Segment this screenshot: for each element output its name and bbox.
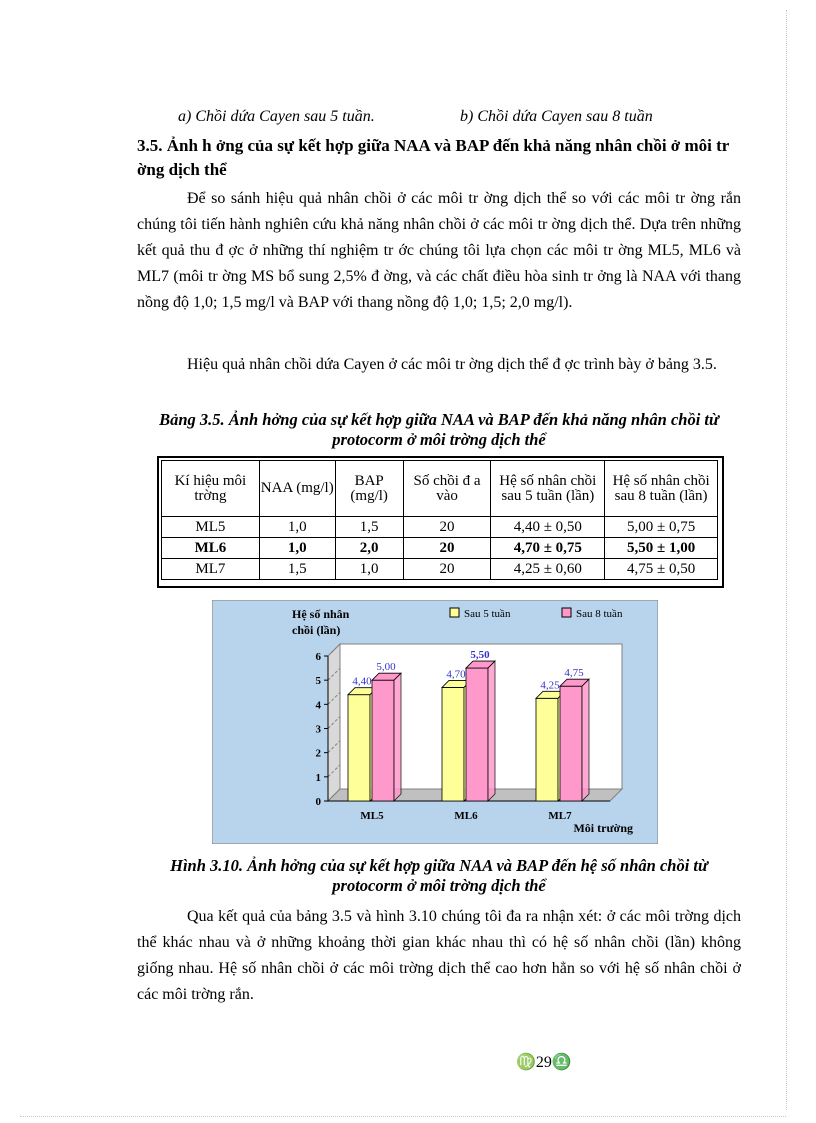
x-tick-label: ML7: [548, 810, 572, 822]
table-row: [162, 517, 718, 538]
data-label: 5,00: [376, 661, 396, 674]
table-cell: 1,0: [335, 559, 403, 580]
table-header-row: [162, 461, 718, 517]
table-header-cell: Hệ số nhân chồi sau 5 tuần (lần): [491, 461, 605, 517]
table-header-cell: BAP (mg/l): [335, 461, 403, 517]
table-header-cell: Số chồi đ a vào: [403, 461, 491, 517]
chart-side-wall: [328, 644, 340, 801]
table-cell: 1,5: [259, 559, 335, 580]
table-caption: Bảng 3.5. Ảnh hởng của sự kết hợp giữa NAA và BAP đến khả năng nhân chồi từ protocorm ở môi trờng dịch thể: [159, 410, 719, 449]
figure-caption: Hình 3.10. Ảnh hởng của sự kết hợp giữa NAA và BAP đến hệ số nhân chồi từ protocorm ở môi trờng dịch thể: [170, 856, 708, 895]
margin-guide-vertical: [786, 10, 787, 1110]
bar: [560, 686, 582, 801]
y-tick-label: 4: [315, 699, 321, 712]
table-cell: ML6: [162, 538, 260, 559]
data-label: 4,25: [540, 679, 560, 692]
table-header-cell: NAA (mg/l): [259, 461, 335, 517]
table-cell: 2,0: [335, 538, 403, 559]
results-table: [161, 460, 718, 580]
table-cell: ML5: [162, 517, 260, 538]
legend-swatch: [562, 608, 571, 617]
legend-swatch: [450, 608, 459, 617]
margin-guide-horizontal: [20, 1116, 786, 1117]
y-tick-label: 6: [315, 651, 321, 663]
bar-side: [582, 679, 589, 801]
table-cell: 5,00 ± 0,75: [605, 517, 718, 538]
y-tick-label: 2: [315, 747, 321, 760]
x-tick-label: ML6: [454, 810, 478, 822]
data-label: 4,70: [446, 668, 466, 681]
y-tick-label: 1: [315, 771, 321, 784]
table-cell: 20: [403, 538, 491, 559]
paragraph-2: [137, 352, 741, 378]
bar: [442, 687, 464, 801]
paragraph-2-text: Hiệu quả nhân chồi dứa Cayen ở các môi tr ờng dịch thể đ ợc trình bày ở bảng 3.5.: [187, 356, 717, 373]
table-cell: 4,70 ± 0,75: [491, 538, 605, 559]
bar: [466, 668, 488, 801]
section-heading: 3.5. Ảnh h ởng của sự kết hợp giữa NAA và BAP đến khả năng nhân chồi ở môi tr ờng dịch thể: [137, 136, 729, 179]
paragraph-1-text: Để so sánh hiệu quả nhân chồi ở các môi tr ờng dịch thể so với các môi tr ờng rắn chúng tôi tiến hành nghiên cứu khả năng nhân chồi ở các môi tr ờng dịch thể. Dựa trên những kết quả thu đ ợc ở những thí nghiệm tr ớc chúng tôi lựa chọn các môi tr ờng ML5, ML6 và ML7 (môi tr ờng MS bổ sung 2,5% đ ờng, và các chất điều hòa sinh tr ởng là NAA với thang nồng độ 1,0; 1,5 mg/l và BAP với thang nồng độ 1,0; 1,5; 2,0 mg/l).: [137, 190, 741, 311]
conclusion-text: Qua kết quả của bảng 3.5 và hình 3.10 chúng tôi đa ra nhận xét: ở các môi trờng dịch thể khác nhau và ở những khoảng thời gian khác nhau thì có hệ số nhân chồi (lần) không giống nhau. Hệ số nhân chồi ở các môi trờng dịch thể cao hơn hẳn so với hệ số nhân chồi ở các môi trờng rắn.: [137, 908, 741, 1003]
y-tick-label: 0: [315, 796, 321, 808]
x-tick-label: ML5: [360, 810, 384, 822]
y-axis-title: chồi (lần): [292, 623, 341, 637]
data-label: 4,75: [564, 667, 584, 680]
table-cell: 4,25 ± 0,60: [491, 559, 605, 580]
table-row: [162, 559, 718, 580]
table-row: [162, 538, 718, 559]
photo-caption-b: b) Chồi dứa Cayen sau 8 tuần: [460, 108, 653, 125]
bar: [536, 698, 558, 801]
y-axis-title: Hệ số nhân: [292, 607, 350, 621]
page-number: ♍29♎: [516, 1054, 572, 1071]
table-cell: 20: [403, 559, 491, 580]
table-cell: 20: [403, 517, 491, 538]
table-cell: 1,5: [335, 517, 403, 538]
bar-side: [394, 673, 401, 801]
legend-label: Sau 5 tuần: [464, 608, 511, 620]
paragraph-1: [137, 186, 741, 316]
table-header-cell: Kí hiệu môi trờng: [162, 461, 260, 517]
data-label: 4,40: [352, 675, 372, 688]
table-cell: 5,50 ± 1,00: [605, 538, 718, 559]
table-cell: ML7: [162, 559, 260, 580]
conclusion-paragraph: [137, 904, 741, 1008]
table-cell: 4,75 ± 0,50: [605, 559, 718, 580]
bar: [372, 680, 394, 801]
y-tick-label: 5: [315, 675, 321, 688]
y-tick-label: 3: [315, 723, 321, 736]
table-cell: 1,0: [259, 538, 335, 559]
bar-side: [488, 661, 495, 801]
table-header-cell: Hệ số nhân chồi sau 8 tuần (lần): [605, 461, 718, 517]
legend-label: Sau 8 tuần: [576, 608, 623, 620]
bar-chart: [212, 600, 658, 844]
data-label: 5,50: [470, 649, 490, 662]
bar: [348, 695, 370, 801]
photo-caption-a: a) Chồi dứa Cayen sau 5 tuần.: [178, 108, 375, 125]
table-cell: 1,0: [259, 517, 335, 538]
x-axis-title: Môi trường: [573, 821, 633, 835]
table-cell: 4,40 ± 0,50: [491, 517, 605, 538]
